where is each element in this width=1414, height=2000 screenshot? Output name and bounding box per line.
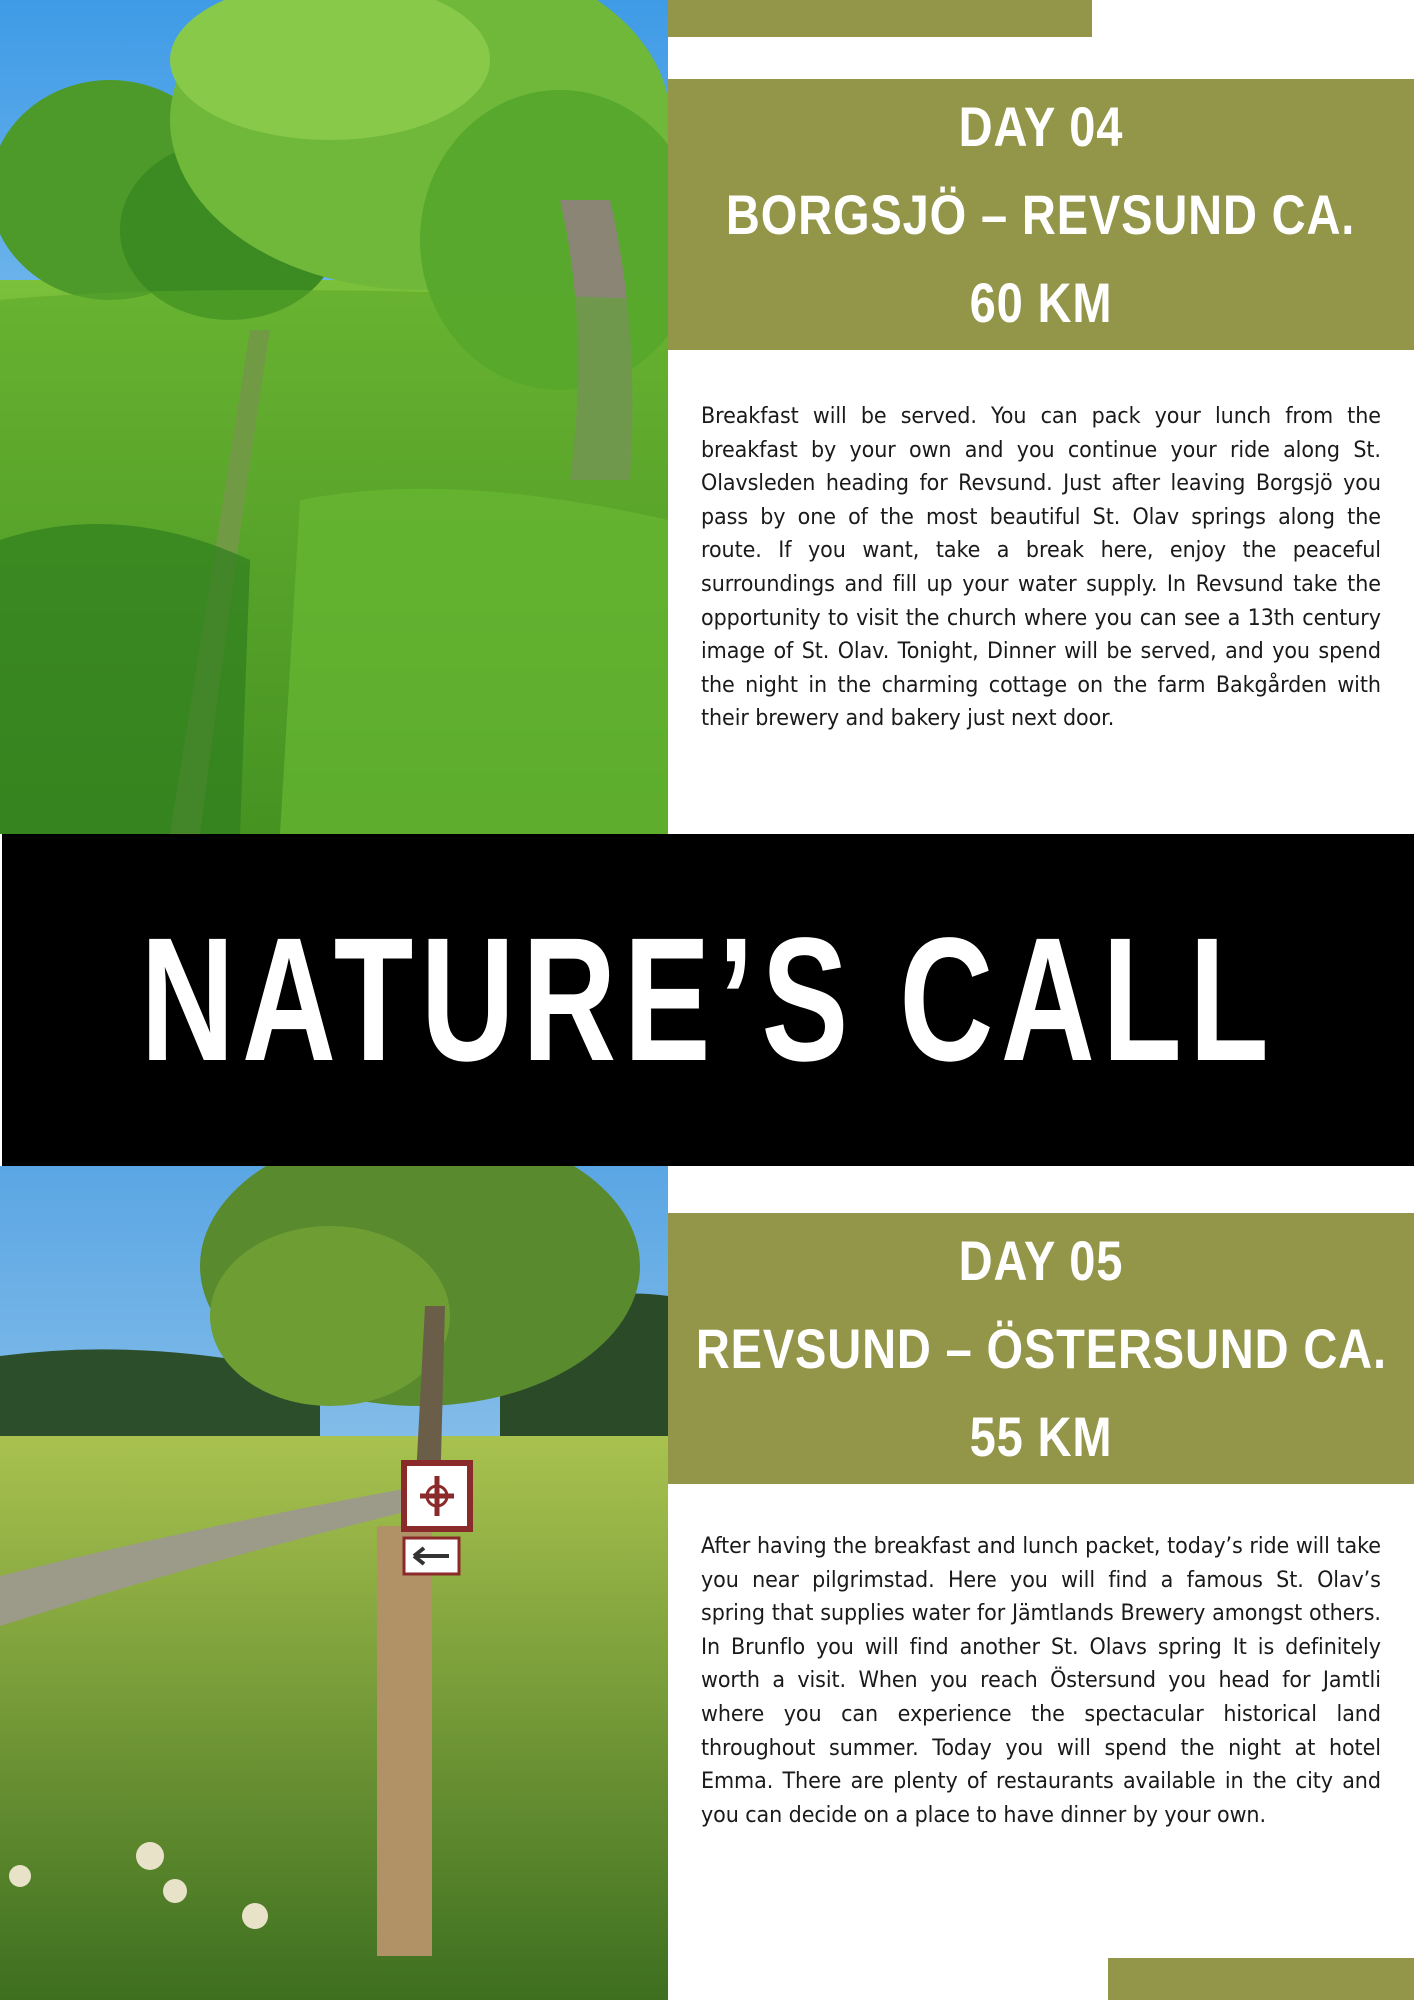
title-banner	[2, 834, 1414, 1166]
day-04-route: BORGSJÖ – REVSUND CA.	[726, 182, 1356, 246]
day-05-description-text: After having the breakfast and lunch packet, today’s ride will take you near pilgrimstad. Here you will find a famous St. Olav’s spring that supplies water for Jämtlands Brewery amongst others. In Brunflo you will find another St. Olavs spring It is definitely worth a visit. When you reach Östersund you head for Jamtli where you can experience the spectacular historical land throughout summer. Today you will spend the night at hotel Emma. There are plenty of restaurants available in the city and you can decide on a place to have dinner by your own.	[701, 1533, 1381, 1828]
day-04-distance: 60 KM	[969, 270, 1113, 334]
day-04-number: DAY 04	[958, 94, 1124, 158]
day-05-distance: 55 KM	[969, 1404, 1113, 1468]
trail-marker-illustration	[0, 1166, 668, 2000]
accent-bar-bottom	[1108, 1958, 1414, 2000]
photo-grass-path	[0, 0, 668, 834]
day-05-number: DAY 05	[958, 1228, 1124, 1292]
day-04-heading	[668, 79, 1414, 350]
accent-bar-top	[668, 0, 1092, 37]
photo-trail-marker	[0, 1166, 668, 2000]
grass-path-illustration	[0, 0, 668, 834]
day-05-route: REVSUND – ÖSTERSUND CA.	[695, 1316, 1387, 1380]
day-04-description	[701, 400, 1381, 736]
day-04-description-text: Breakfast will be served. You can pack your lunch from the breakfast by your own and you continue your ride along St. Olavsleden heading for Revsund. Just after leaving Borgsjö you pass by one of the most beautiful St. Olav springs along the route. If you want, take a break here, enjoy the peaceful surroundings and fill up your water supply. In Revsund take the opportunity to visit the church where you can see a 13th century image of St. Olav. Tonight, Dinner will be served, and you spend the night in the charming cottage on the farm Bakgården with their brewery and bakery just next door.	[701, 403, 1381, 732]
banner-title: NATURE’S CALL	[140, 902, 1276, 1098]
day-05-description	[701, 1530, 1381, 1832]
day-05-heading	[668, 1213, 1414, 1484]
